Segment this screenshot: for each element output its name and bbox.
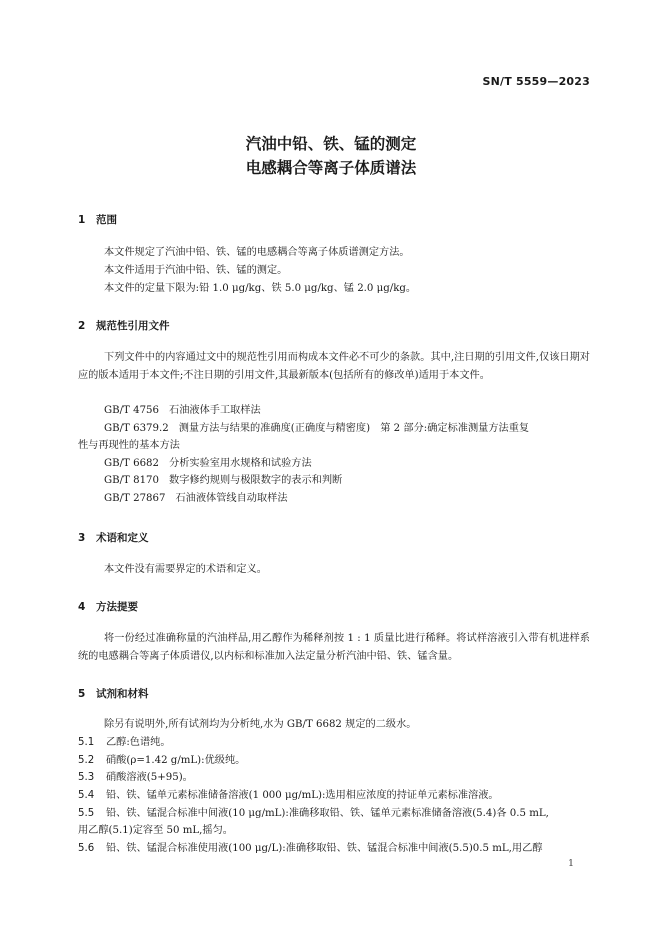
document-title-line2: 电感耦合等离子体质谱法 bbox=[245, 159, 417, 177]
section-number: 4 bbox=[78, 601, 86, 613]
section-title: 方法提要 bbox=[96, 601, 138, 613]
section-title: 术语和定义 bbox=[96, 532, 149, 544]
reference-item bbox=[104, 402, 261, 420]
reference-item bbox=[104, 455, 312, 473]
reference-item bbox=[104, 420, 529, 438]
clause-number: 5.4 bbox=[78, 790, 95, 801]
section-title: 规范性引用文件 bbox=[96, 320, 170, 332]
section-number: 1 bbox=[78, 214, 86, 226]
reagent-item bbox=[78, 805, 549, 823]
section-heading-method-summary bbox=[78, 599, 138, 614]
paragraph: 本文件适用于汽油中铅、铁、锰的测定。 bbox=[104, 265, 288, 276]
clause-number: 5.1 bbox=[78, 737, 95, 748]
reagent-item bbox=[78, 734, 171, 752]
reference-item bbox=[104, 490, 288, 508]
clause-text: 乙醇:色谱纯。 bbox=[106, 737, 171, 748]
reference-continuation: 性与再现性的基本方法 bbox=[78, 440, 180, 451]
section-title: 试剂和材料 bbox=[96, 688, 149, 700]
section-number: 3 bbox=[78, 532, 86, 544]
clause-number: 5.6 bbox=[78, 843, 95, 854]
paragraph: 本文件的定量下限为:铅 1.0 μg/kg、铁 5.0 μg/kg、锰 2.0 μg/kg。 bbox=[104, 283, 417, 294]
section-number: 5 bbox=[78, 688, 86, 700]
clause-text: 铅、铁、锰混合标准使用液(100 μg/L):准确移取铅、铁、锰混合标准中间液(5.5)0.5 mL,用乙醇 bbox=[106, 843, 543, 854]
clause-text: 铅、铁、锰单元素标准储备溶液(1 000 μg/mL):选用相应浓度的持证单元素标准溶液。 bbox=[106, 790, 499, 801]
reference-title: 石油液体手工取样法 bbox=[169, 405, 261, 416]
reference-code: GB/T 6379.2 bbox=[104, 423, 169, 434]
section-heading-reagents bbox=[78, 686, 149, 701]
section-heading-scope bbox=[78, 212, 117, 227]
reference-title: 分析实验室用水规格和试验方法 bbox=[169, 458, 312, 469]
reference-code: GB/T 6682 bbox=[104, 458, 160, 469]
document-title-line1: 汽油中铅、铁、锰的测定 bbox=[245, 135, 417, 153]
clause-text: 硝酸溶液(5+95)。 bbox=[106, 772, 193, 783]
reference-code: GB/T 4756 bbox=[104, 405, 160, 416]
section-number: 2 bbox=[78, 320, 86, 332]
reagent-item bbox=[78, 769, 193, 787]
reference-code: GB/T 27867 bbox=[104, 493, 166, 504]
paragraph: 将一份经过准确称量的汽油样品,用乙醇作为稀释剂按 1 : 1 质量比进行稀释。将试样溶液引入带有机进样系统的电感耦合等离子体质谱仪,以内标和标准加入法定量分析汽油中铅、铁、锰含量。 bbox=[78, 633, 590, 662]
clause-text: 铅、铁、锰混合标准中间液(10 μg/mL):准确移取铅、铁、锰单元素标准储备溶液(5.4)各 0.5 mL, bbox=[106, 808, 549, 819]
paragraph: 除另有说明外,所有试剂均为分析纯,水为 GB/T 6682 规定的二级水。 bbox=[104, 719, 417, 730]
clause-number: 5.5 bbox=[78, 808, 95, 819]
clause-continuation: 用乙醇(5.1)定容至 50 mL,摇匀。 bbox=[78, 825, 233, 836]
reference-code: GB/T 8170 bbox=[104, 475, 160, 486]
reference-item bbox=[104, 472, 342, 490]
clause-text: 硝酸(ρ=1.42 g/mL):优级纯。 bbox=[106, 755, 246, 766]
paragraph: 本文件没有需要界定的术语和定义。 bbox=[104, 564, 267, 575]
reagent-item bbox=[78, 752, 245, 770]
reagent-item bbox=[78, 787, 499, 805]
reference-title: 测量方法与结果的准确度(正确度与精密度) 第 2 部分:确定标准测量方法重复 bbox=[178, 423, 530, 434]
reference-title: 数字修约规则与极限数字的表示和判断 bbox=[169, 475, 343, 486]
clause-number: 5.3 bbox=[78, 772, 95, 783]
paragraph: 下列文件中的内容通过文中的规范性引用而构成本文件必不可少的条款。其中,注日期的引用文件,仅该日期对应的版本适用于本文件;不注日期的引用文件,其最新版本(包括所有的修改单)适用于本文件。 bbox=[78, 352, 590, 381]
section-heading-terms bbox=[78, 530, 149, 545]
page-number: 1 bbox=[567, 858, 574, 869]
reagent-item bbox=[78, 840, 542, 858]
paragraph: 本文件规定了汽油中铅、铁、锰的电感耦合等离子体质谱测定方法。 bbox=[104, 247, 410, 258]
section-heading-normative-references bbox=[78, 318, 170, 333]
clause-number: 5.2 bbox=[78, 755, 95, 766]
standard-code: SN/T 5559—2023 bbox=[482, 75, 590, 88]
section-title: 范围 bbox=[96, 214, 117, 226]
reference-title: 石油液体管线自动取样法 bbox=[175, 493, 288, 504]
